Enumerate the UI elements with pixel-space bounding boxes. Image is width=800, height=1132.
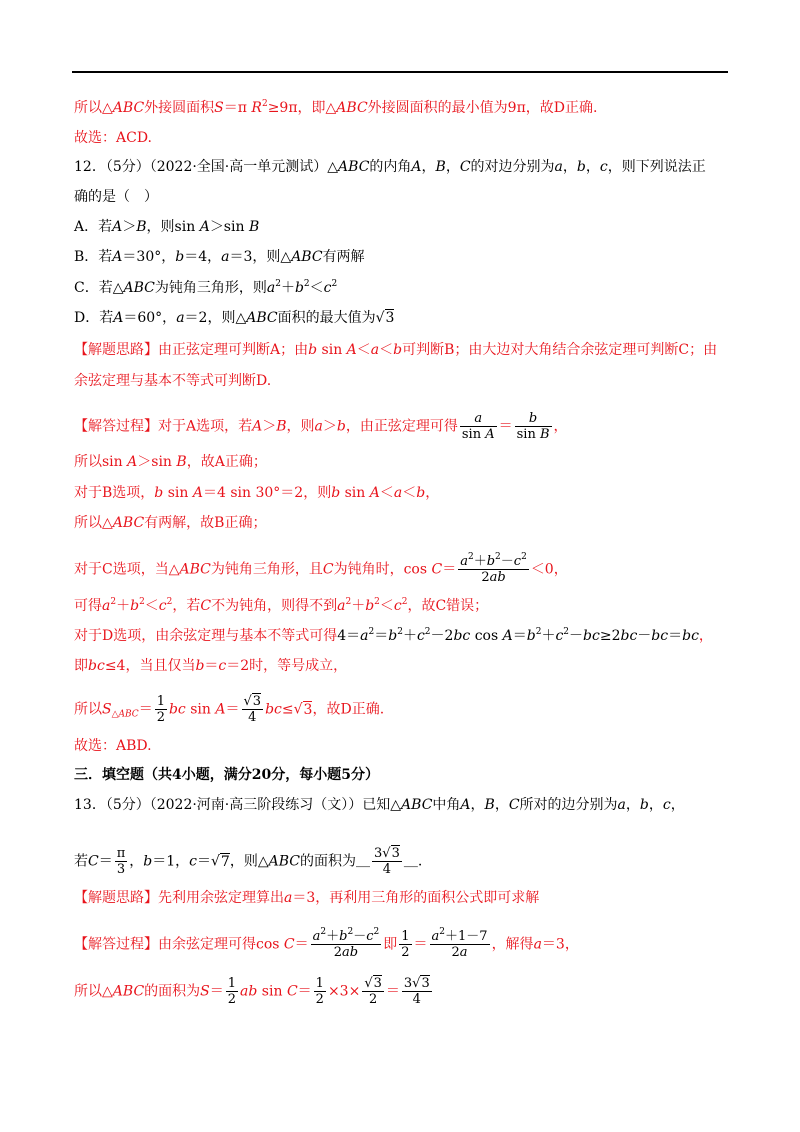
question-13: 13．（5分）（2022·河南·高三阶段练习（文））已知△ABC中角A，B，C所对的边分别为a，b，c， [74,797,685,813]
line-01: 所以△ABC外接圆面积S＝π $R^2\ge 9\pi$，即△ABC外接圆面积的最小值为9π，故D正确. [74,99,598,116]
option-a: A．若A＞B，则sin A＞sin B [74,219,260,235]
line-13: 对于B选项，b sin A＝4 sin 30°＝2，则b sin A＜a＜b， [74,485,440,501]
line-26: 所以△ABC的面积为S＝ $\frac{1}{2}$ ab sin C＝ $\frac{1}{2}$ ×3× $\frac{√3}{2}$ ＝ $\frac{3√3}{4}$ [74,976,430,1007]
line-23: 若C＝ $\frac{\pi}{3}$ ，b＝1，c＝√7，则△ABC的面积为＿ $\frac{3√3}{4}$ ＿. [74,846,423,877]
header-rule [72,71,728,73]
line-15: 对于C选项，当△ABC为钝角三角形，且C为钝角时，cos C＝ $\frac{a^2+b^2-c^2}{2ab}$ ＜0， [74,552,568,585]
line-03: 12．（5分）（2022·全国·高一单元测试）△ABC的内角A，B，C的对边分别为a，b，c，则下列说法正 [74,159,706,175]
option-b: B．若A＝30°，b＝4，a＝3，则△ABC有两解 [74,249,365,265]
line-12: 所以sin A＞sin B，故A正确； [74,454,267,470]
section-heading: 三．填空题（共4小题，满分20分，每小题5分） [74,767,379,783]
solution-process-13: 【解答过程】由余弦定理可得cos C＝ $\frac{a^2+b^2-c^2}{2ab}$ 即 $\frac{1}{2}$ ＝ $\frac{a^2+1-7}{2a}$ ，解得a＝3， [74,927,579,960]
line-17: 对于D选项，由余弦定理与基本不等式可得$4=a^2=b^2+c^2-2bc$ $\cos A=b^2+c^2-bc\ge 2bc-bc=bc$， [74,627,713,644]
line-16: 可得$a^2+b^2<c^2$，若C不为钝角，则得不到$a^2+b^2<c^2$，故C错误； [74,597,489,614]
line-10: 余弦定理与基本不等式可判断D. [74,373,272,389]
solution-process-12: 【解答过程】对于A选项，若A＞B，则a＞b，由正弦定理可得 $\frac{a}{\text{sin A}}$ ＝ $\frac{b}{\text{sin B}}$ ， [74,411,568,442]
line-04: 确的是（ ） [74,189,158,205]
solution-idea-12: 【解题思路】由正弦定理可判断A；由b sin A＜a＜b可判断B；由大边对大角结合余弦定理可判断C；由 [74,342,718,358]
line-20: 故选：ABD. [74,738,152,754]
solution-idea-13: 【解题思路】先利用余弦定理算出a＝3，再利用三角形的面积公式即可求解 [74,890,540,906]
line-18: 即bc≤4，当且仅当b＝c＝2时，等号成立， [74,658,348,674]
option-c: C．若△ABC为钝角三角形，则$a^2+b^2<c^2$ [74,279,338,296]
line-14: 所以△ABC有两解，故B正确； [74,515,267,531]
line-19: 所以$S_{\triangle ABC}=$ $\frac{1}{2}$ bc sin A＝ $\frac{√3}{4}$ bc≤√3，故D正确. [74,694,385,725]
line-02: 故选：ACD. [74,130,152,146]
option-d: D．若A＝60°，a＝2，则△ABC面积的最大值为√3 [74,310,395,326]
